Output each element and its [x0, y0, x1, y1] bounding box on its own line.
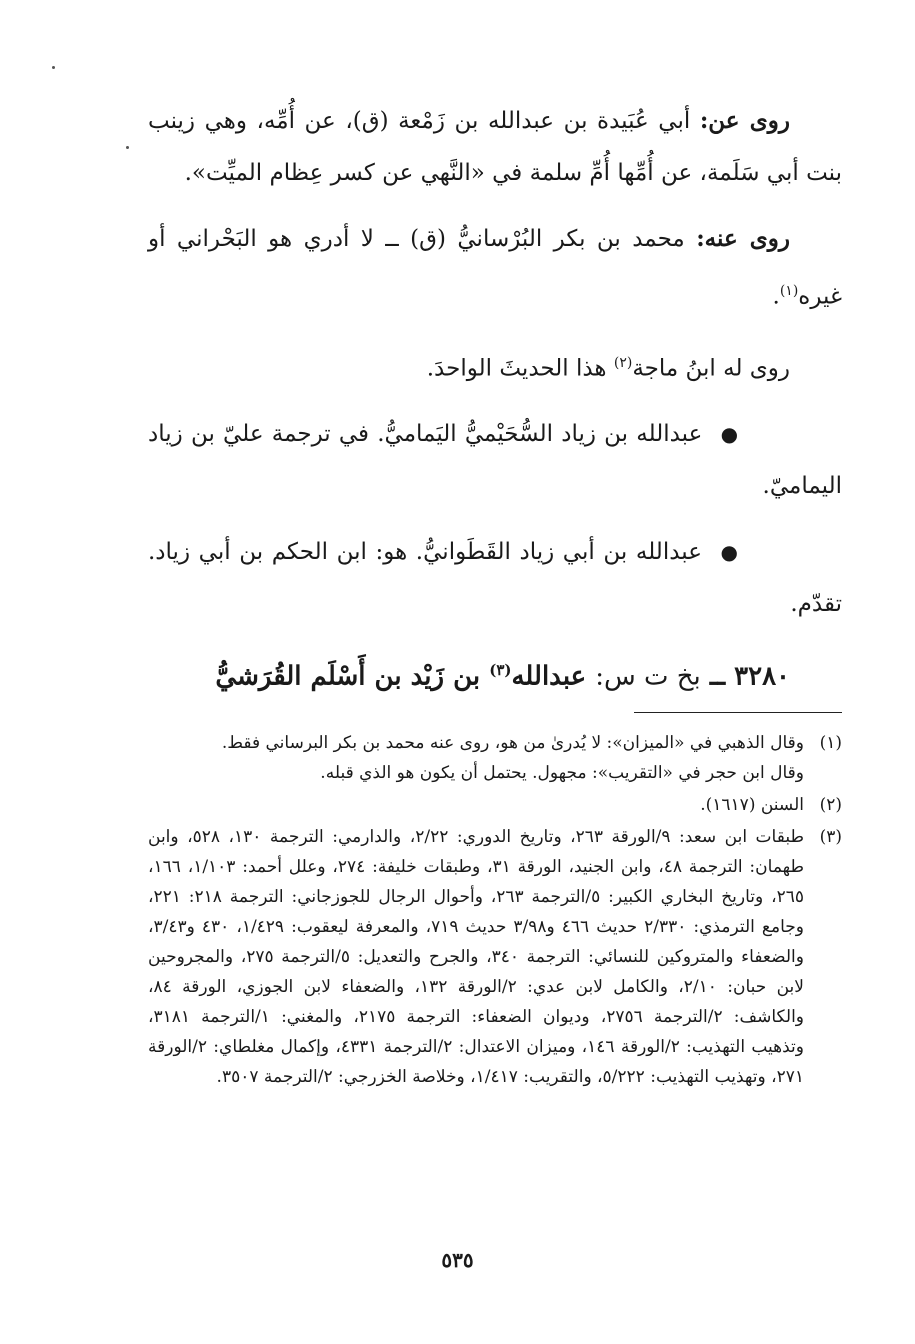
label-narrated-by: روى عنه: [696, 225, 791, 252]
footnote-line: طبقات ابن سعد: ٩/الورقة ٢٦٣، وتاريخ الدوري: ٢/٢٢، والدارمي: الترجمة ١٣٠، ٥٢٨، وابن طهمان: الترجمة ٤٨، وابن الجنيد، الورقة ٣١، وطبقات خليفة: ٢٧٤، وعلل أحمد: ١/١٠٣، ١٦٦، ٢٦٥، وتاريخ البخاري الكبير: ٥/الترجمة ٢٦٣، وأحوال الرجال للجوزجاني: الترجمة ٢١٨: ٢٢١، وجامع الترمذي: ٢/٣٣٠ حديث ٤٦٦ و٣/٩٨ حديث ٧١٩، والمعرفة ليعقوب: ١/٤٢٩، ٤٣٠ و٣/٤٣، والضعفاء والمتروكين للنسائي: الترجمة ٣٤٠، والجرح والتعديل: ٥/الترجمة ٢٧٥، والمجروحين لابن حبان: ٢/١٠، والكامل لابن عدي: ٢/الورقة ١٣٢، والضعفاء لابن الجوزي، الورقة ٨٤، والكاشف: ٢/الترجمة ٢٧٥٦، وديوان الضعفاء: الترجمة ٢١٧٥، والمغني: ١/الترجمة ٣١٨١، وتذهيب التهذيب: ٢/الورقة ١٤٦، وميزان الاعتدال: ٢/الترجمة ٤٣٣١، وإكمال مغلطاي: ٢/الورقة ٢٧١، وتهذيب التهذيب: ٥/٢٢٢، والتقريب: ١/٤١٧، وخلاصة الخزرجي: ٢/الترجمة ٣٥٠٧. [148, 827, 805, 1087]
footnote-ref-3[interactable]: (٣) [489, 661, 512, 680]
footnote-number: (٢) [819, 795, 842, 815]
bullet-icon: ● [720, 422, 739, 447]
ibn-majah-text-after: هذا الحديثَ الواحدَ. [426, 355, 607, 382]
narrated-from-text: أبي عُبَيدة بن عبدالله بن زَمْعة (ق)، عن أُمِّه، وهي زينب بنت أبي سَلَمة، عن أُمِّها أُمِّ سلمة في «النَّهي عن كسر عِظام الميِّت». [148, 108, 842, 186]
footnote-2 [148, 790, 842, 820]
footnote-3 [148, 822, 842, 1092]
footnote-body [148, 790, 804, 820]
footnotes [148, 728, 842, 1094]
footnote-body [148, 822, 804, 1092]
paragraph-cross-reference-2 [148, 526, 842, 630]
paragraph-ibn-majah [148, 337, 842, 395]
footnote-body [148, 728, 804, 788]
footnote-line: السنن (١٦١٧). [700, 795, 804, 815]
entry-name-before: عبدالله [511, 661, 587, 692]
paragraph-cross-reference-1 [148, 408, 842, 512]
ibn-majah-text-before: روى له ابنُ ماجة [632, 355, 790, 382]
entry-name-after: بن زَيْد بن أَسْلَم القُرَشيُّ [215, 661, 481, 692]
scan-speck [52, 66, 55, 69]
footnote-number: (٣) [819, 827, 842, 847]
narrated-by-end: . [772, 283, 780, 310]
footnote-number: (١) [819, 733, 842, 753]
entry-sigla: بخ ت س: [595, 661, 701, 692]
main-text [148, 95, 842, 717]
bullet-icon: ● [720, 540, 738, 565]
footnote-1 [148, 728, 842, 788]
footnote-ref-2[interactable]: (٢) [613, 354, 633, 371]
scan-speck [126, 146, 129, 149]
cross-reference-1-text: عبدالله بن زياد السُّحَيْميُّ اليَماميُّ. في ترجمة عليّ بن زياد اليماميّ. [148, 421, 842, 500]
paragraph-narrated-by [148, 213, 842, 323]
entry-number: ٣٢٨٠ ــ [709, 661, 790, 692]
cross-reference-2-text: عبدالله بن أبي زياد القَطَوانيُّ. هو: ابن الحكم بن أبي زياد. تقدّم. [148, 539, 842, 618]
footnote-line: وقال الذهبي في «الميزان»: لا يُدرىٰ من هو، روى عنه محمد بن بكر البرساني فقط. [221, 733, 804, 753]
entry-heading [148, 644, 842, 703]
paragraph-narrated-from [148, 95, 842, 199]
label-narrated-from: روى عن: [699, 107, 790, 134]
page-number: ٥٣٥ [441, 1248, 474, 1272]
footnote-divider [634, 712, 842, 713]
footnote-line: وقال ابن حجر في «التقريب»: مجهول. يحتمل أن يكون هو الذي قبله. [320, 763, 804, 783]
footnote-ref-1[interactable]: (١) [779, 283, 799, 299]
narrated-by-text: محمد بن بكر البُرْسانيُّ (ق) ــ لا أدري هو البَحْراني أو غيره [148, 226, 842, 310]
